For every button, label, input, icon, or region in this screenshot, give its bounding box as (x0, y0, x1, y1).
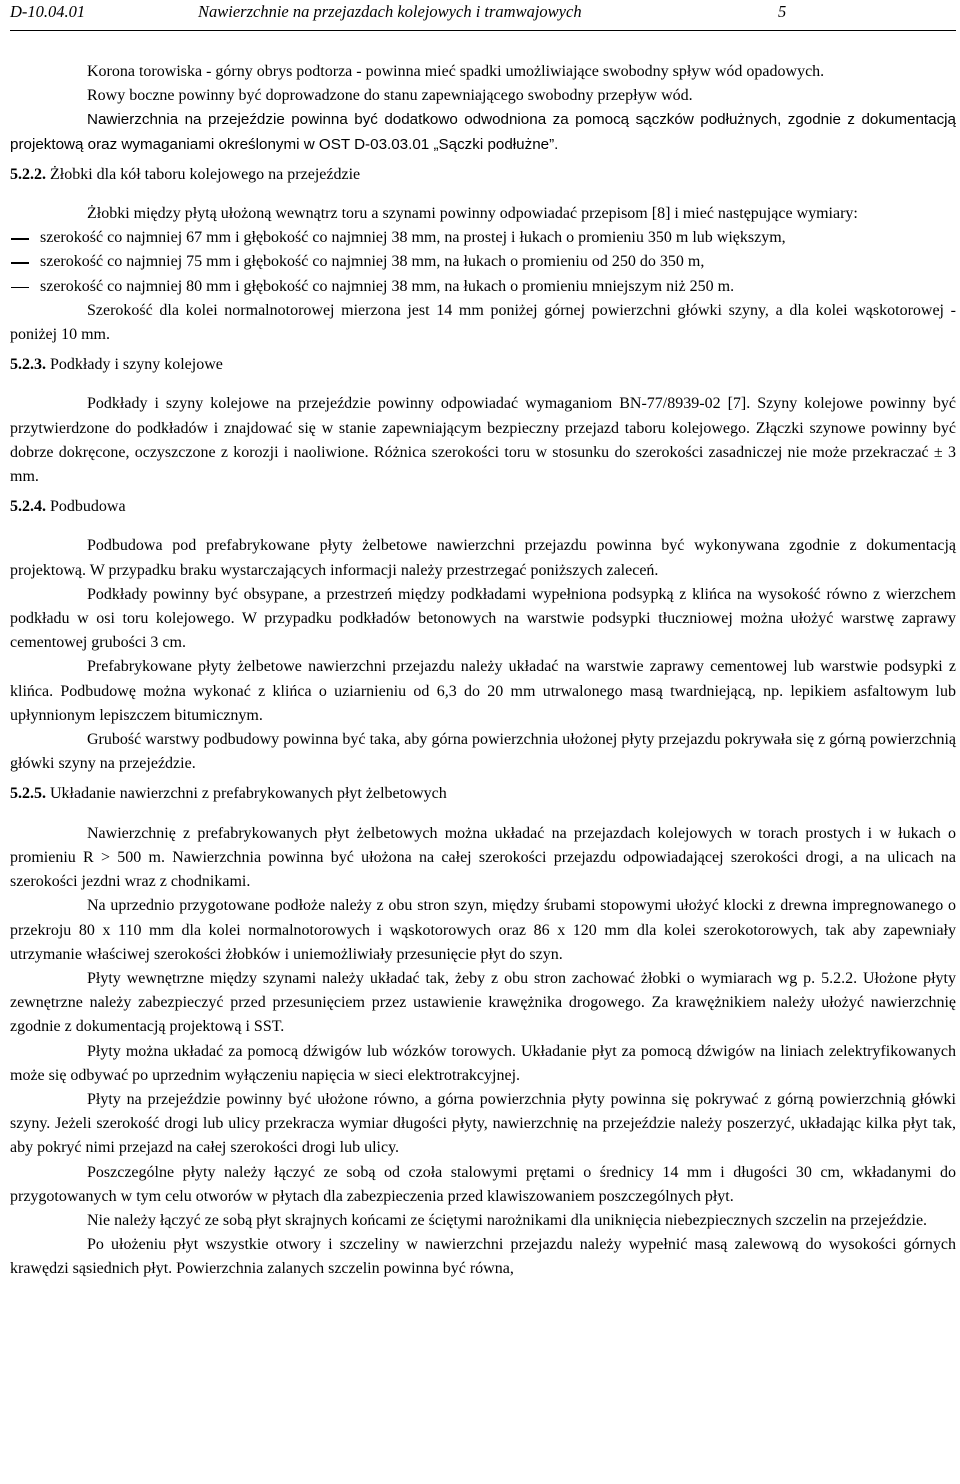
dimensions-list (10, 226, 956, 299)
section-heading-523 (10, 353, 956, 377)
paragraph-ukladanie-4: Płyty można układać za pomocą dźwigów lub wózków torowych. Układanie płyt za pomocą dźwigów na liniach zelektryfikowanych może się odbywać po uprzednim wyłączeniu napięcia w sieci elektrotrakcyjnej. (10, 1042, 956, 1084)
section-title: Żłobki dla kół taboru kolejowego na przejeździe (50, 165, 361, 183)
section-title: Podbudowa (50, 498, 126, 516)
list-item (10, 250, 956, 274)
paragraph-ukladanie-5: Płyty na przejeździe powinny być ułożone równo, a górna powierzchnia płyty powinna się pokrywać z górną powierzchnią główki szyny. Jeżeli szerokość drogi lub ulicy przekracza wymiar długości płyty, nawierzchnię na przejeździe należy poszerzyć, układając kilka płyt tak, aby pokryć nimi przejazd na całej szerokości drogi lub ulicy. (10, 1090, 956, 1157)
section-heading-524 (10, 495, 956, 519)
paragraph-podklady-szyny: Podkłady i szyny kolejowe na przejeździe powinny odpowiadać wymaganiom BN-77/8939-02 [7]. Szyny kolejowe powinny być przytwierdzone do podkładów i znajdować się w stanie zapewniającym bezpieczny przejazd taboru kolejowego. Złączki szynowe powinny być dobrze dokręcone, oczyszczone z korozji i naoliwione. Różnica szerokości toru w stosunku do szerokości zasadniczej nie może przekraczać ± 3 mm. (10, 395, 956, 486)
list-item-text: szerokość co najmniej 75 mm i głębokość co najmniej 38 mm, na łukach o promieniu od 250 do 350 m, (40, 253, 705, 271)
paragraph-szerokosc: Szerokość dla kolei normalnotorowej mierzona jest 14 mm poniżej górnej powierzchni główki szyny, a dla kolei wąskotorowej - poniżej 10 mm. (10, 301, 956, 344)
paragraph-ukladanie-3: Płyty wewnętrzne między szynami należy układać tak, żeby z obu stron zachować żłobki o wymiarach wg p. 5.2.2. Ułożone płyty zewnętrzne należy zabezpieczyć przed przesunięciem przez ustawienie krawężnika drogowego. Za krawężnikiem należy ułożyć nawierzchnię zgodnie z dokumentacją projektową i SST. (10, 969, 956, 1036)
paragraph-ukladanie-7: Nie należy łączyć ze sobą płyt skrajnych końcami ze ściętymi narożnikami dla uniknięcia niebezpiecznych szczelin na przejeździe. (87, 1211, 928, 1229)
paragraph-ukladanie-1: Nawierzchnię z prefabrykowanych płyt żelbetowych można układać na przejazdach kolejowych w torach prostych i w łukach o promieniu R > 500 m. Nawierzchnia powinna być ułożona na całej szerokości przejazdu odpowiadającej szerokości drogi, a na ulicach na szerokości jezdni wraz z chodnikami. (10, 824, 956, 891)
paragraph-rowy: Rowy boczne powinny być doprowadzone do stanu zapewniającego swobodny przepływ wód. (87, 87, 693, 105)
section-number: 5.2.3. (10, 356, 46, 374)
document-code: D-10.04.01 (10, 2, 86, 21)
paragraph-ukladanie-8: Po ułożeniu płyt wszystkie otwory i szczeliny w nawierzchni przejazdu należy wypełnić masą zalewową do wysokości górnych krawędzi sąsiednich płyt. Powierzchnia zalanych szczelin powinna być równa, (10, 1236, 956, 1278)
list-item-text: szerokość co najmniej 80 mm i głębokość co najmniej 38 mm, na łukach o promieniu mniejszym niż 250 m. (40, 277, 735, 295)
page-body (10, 60, 956, 1282)
paragraph-ukladanie-2: Na uprzednio przygotowane podłoże należy z obu stron szyn, między śrubami stopowymi ułożyć klocki z drewna impregnowanego o przekroju 80 x 110 mm dla kolei normalnotorowych i wąskotorowych oraz 86 x 120 mm dla kolei szerokotorowych, tak aby zapewniały utrzymanie właściwej szerokości żłobków i uniemożliwiały przesunięcie płyt do szyn. (10, 897, 956, 963)
document-page (10, 0, 956, 1278)
paragraph-korona: Korona torowiska - górny obrys podtorza - powinna mieć spadki umożliwiające swobodny spływ wód opadowych. (87, 63, 825, 80)
document-title: Nawierzchnie na przejazdach kolejowych i tramwajowych (198, 2, 582, 21)
paragraph-odwodnienie: Nawierzchnia na przejeździe powinna być dodatkowo odwodniona za pomocą sączków podłużnych, zgodnie z dokumentacją projektową oraz wymaganiami określonymi w OST D-03.03.01 „Sączki podłużne”. (10, 111, 956, 153)
paragraph-podbudowa-4: Grubość warstwy podbudowy powinna być taka, aby górna powierzchnia ułożonej płyty przejazdu pokrywała się z górną powierzchnią główki szyny na przejeździe. (10, 731, 956, 773)
section-number: 5.2.2. (10, 165, 46, 183)
section-number: 5.2.5. (10, 785, 46, 803)
paragraph-ukladanie-6: Poszczególne płyty należy łączyć ze sobą od czoła stalowymi prętami o średnicy 14 mm i długości 30 cm, wkładanymi do przygotowanych w tym celu otworów w płytach dla zabezpieczenia przed klawiszowaniem poszczególnych płyt. (10, 1163, 956, 1205)
page-number: 5 (778, 2, 787, 21)
page-header (10, 0, 956, 31)
paragraph-podbudowa-3: Prefabrykowane płyty żelbetowe nawierzchni przejazdu należy układać na warstwie zaprawy cementowej lub warstwie podsypki z klińca. Podbudowę można wykonać z klińca o uziarnieniu od 6,3 do 20 mm utrwalonego masą twardniejącą, np. lepikiem asfaltowym lub upłynnionym lepiszczem bitumicznym. (10, 658, 956, 724)
list-item-text: szerokość co najmniej 67 mm i głębokość co najmniej 38 mm, na prostej i łukach o promieniu 350 m lub większym, (40, 229, 786, 247)
paragraph-podbudowa-2: Podkłady powinny być obsypane, a przestrzeń między podkładami wypełniona podsypką z klińca na wysokość równo z wierzchem podkładu w osi toru kolejowego. W przypadku podkładów betonowych na warstwie podsypki tłuczniowej można ułożyć warstwę zaprawy cementowej grubości 3 cm. (10, 585, 956, 652)
section-title: Podkłady i szyny kolejowe (50, 356, 223, 374)
paragraph-podbudowa-1: Podbudowa pod prefabrykowane płyty żelbetowe nawierzchni przejazdu powinna być wykonywana zgodnie z dokumentacją projektową. W przypadku braku wystarczających informacji należy przestrzegać poniższych zaleceń. (10, 537, 956, 579)
paragraph-zlobki-intro: Żłobki między płytą ułożoną wewnątrz toru a szynami powinny odpowiadać przepisom [8] i mieć następujące wymiary: (87, 205, 858, 223)
section-heading-525 (10, 782, 956, 806)
section-number: 5.2.4. (10, 498, 46, 516)
list-item (10, 275, 956, 299)
section-heading-522 (10, 163, 956, 187)
list-item (10, 226, 956, 250)
section-title: Układanie nawierzchni z prefabrykowanych płyt żelbetowych (50, 785, 447, 803)
